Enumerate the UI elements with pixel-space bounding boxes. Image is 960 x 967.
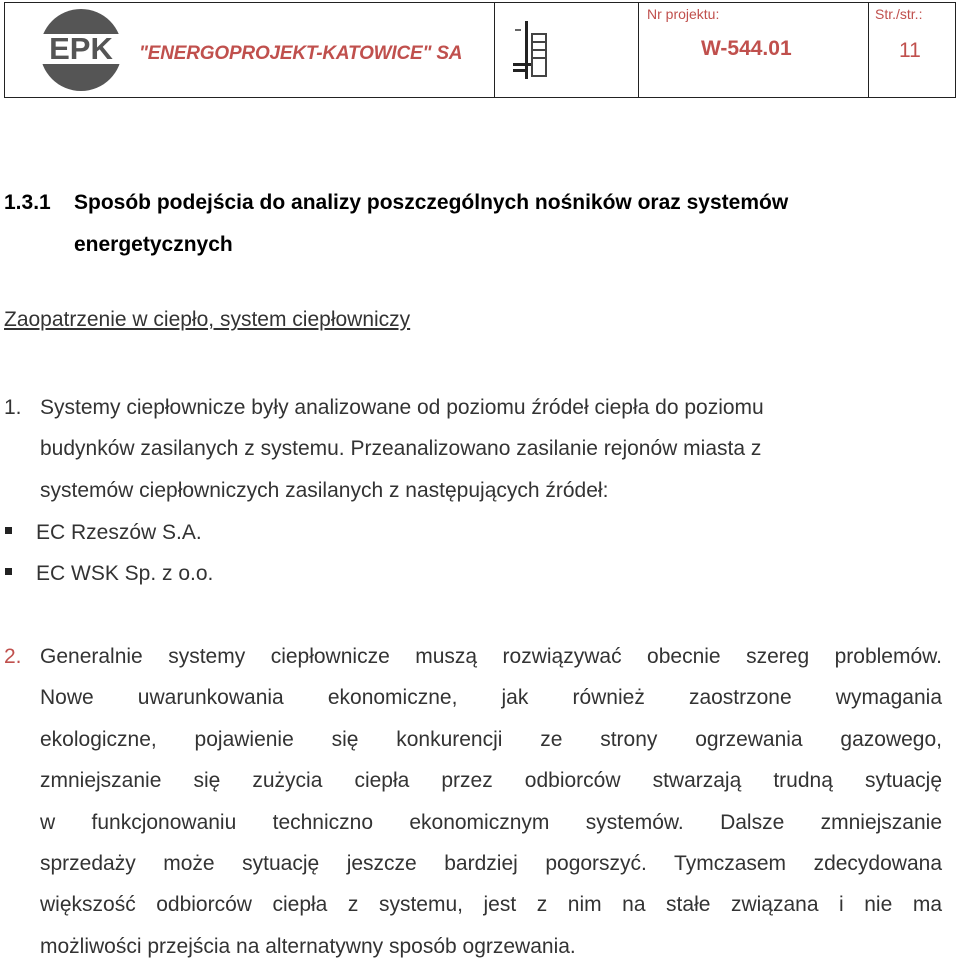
bullet-text: EC Rzeszów S.A. <box>36 521 202 544</box>
project-number: W-544.01 <box>701 37 792 60</box>
point-line: sprzedaży może sytuację jeszcze bardziej pogorszyć. Tymczasem zdecydowana <box>40 852 942 876</box>
logo-text: EPK <box>49 31 113 66</box>
bullet-item <box>4 562 213 586</box>
symbol-cell <box>495 3 639 97</box>
company-name: "ENERGOPROJEKT-KATOWICE" SA <box>139 43 463 64</box>
bullet-item <box>4 521 202 545</box>
bullet-square-icon <box>5 568 12 575</box>
project-cell <box>639 3 869 97</box>
page-cell <box>869 3 957 97</box>
epk-logo <box>39 8 123 92</box>
subheading: Zaopatrzenie w ciepło, system ciepłowniczy <box>4 308 411 331</box>
point-line: w funkcjonowaniu techniczno ekonomicznym systemów. Dalsze zmniejszanie <box>40 810 942 834</box>
point-line: zmniejszanie się zużycia ciepła przez odbiorców stwarzają trudną sytuację <box>40 769 942 793</box>
point-line: Systemy ciepłownicze były analizowane od poziomu źródeł ciepła do poziomu <box>40 396 764 419</box>
point-2 <box>4 636 942 967</box>
point-line: większość odbiorców ciepła z systemu, jest z nim na stałe związana i nie ma <box>40 893 942 917</box>
bullet-square-icon <box>5 527 12 534</box>
page-number-label: Str./str.: <box>875 6 923 22</box>
point-line: ekologiczne, pojawienie się konkurencji ze strony ogrzewania gazowego, <box>40 727 942 751</box>
point-line: możliwości przejścia na alternatywny sposób ogrzewania. <box>40 934 576 958</box>
company-cell <box>5 3 495 97</box>
point-line: systemów ciepłowniczych zasilanych z następujących źródeł: <box>40 478 609 502</box>
project-number-label: Nr projektu: <box>647 6 720 22</box>
company-symbol-icon <box>511 19 551 83</box>
section-heading <box>4 182 944 266</box>
section-title-line-2: energetycznych <box>74 233 233 256</box>
point-number: 2. <box>4 645 22 668</box>
point-line: Generalnie systemy ciepłownicze muszą rozwiązywać obecnie szereg problemów. <box>40 645 942 668</box>
point-1 <box>4 387 942 511</box>
section-title-line-1: Sposób podejścia do analizy poszczególnych nośników oraz systemów <box>74 191 789 214</box>
point-number: 1. <box>4 396 22 419</box>
bullet-text: EC WSK Sp. z o.o. <box>36 562 214 585</box>
section-number: 1.3.1 <box>4 191 51 214</box>
page-number: 11 <box>899 39 921 62</box>
point-line: Nowe uwarunkowania ekonomiczne, jak również zaostrzone wymagania <box>40 686 942 710</box>
document-header <box>4 2 956 98</box>
point-line: budynków zasilanych z systemu. Przeanalizowano zasilanie rejonów miasta z <box>40 437 762 461</box>
